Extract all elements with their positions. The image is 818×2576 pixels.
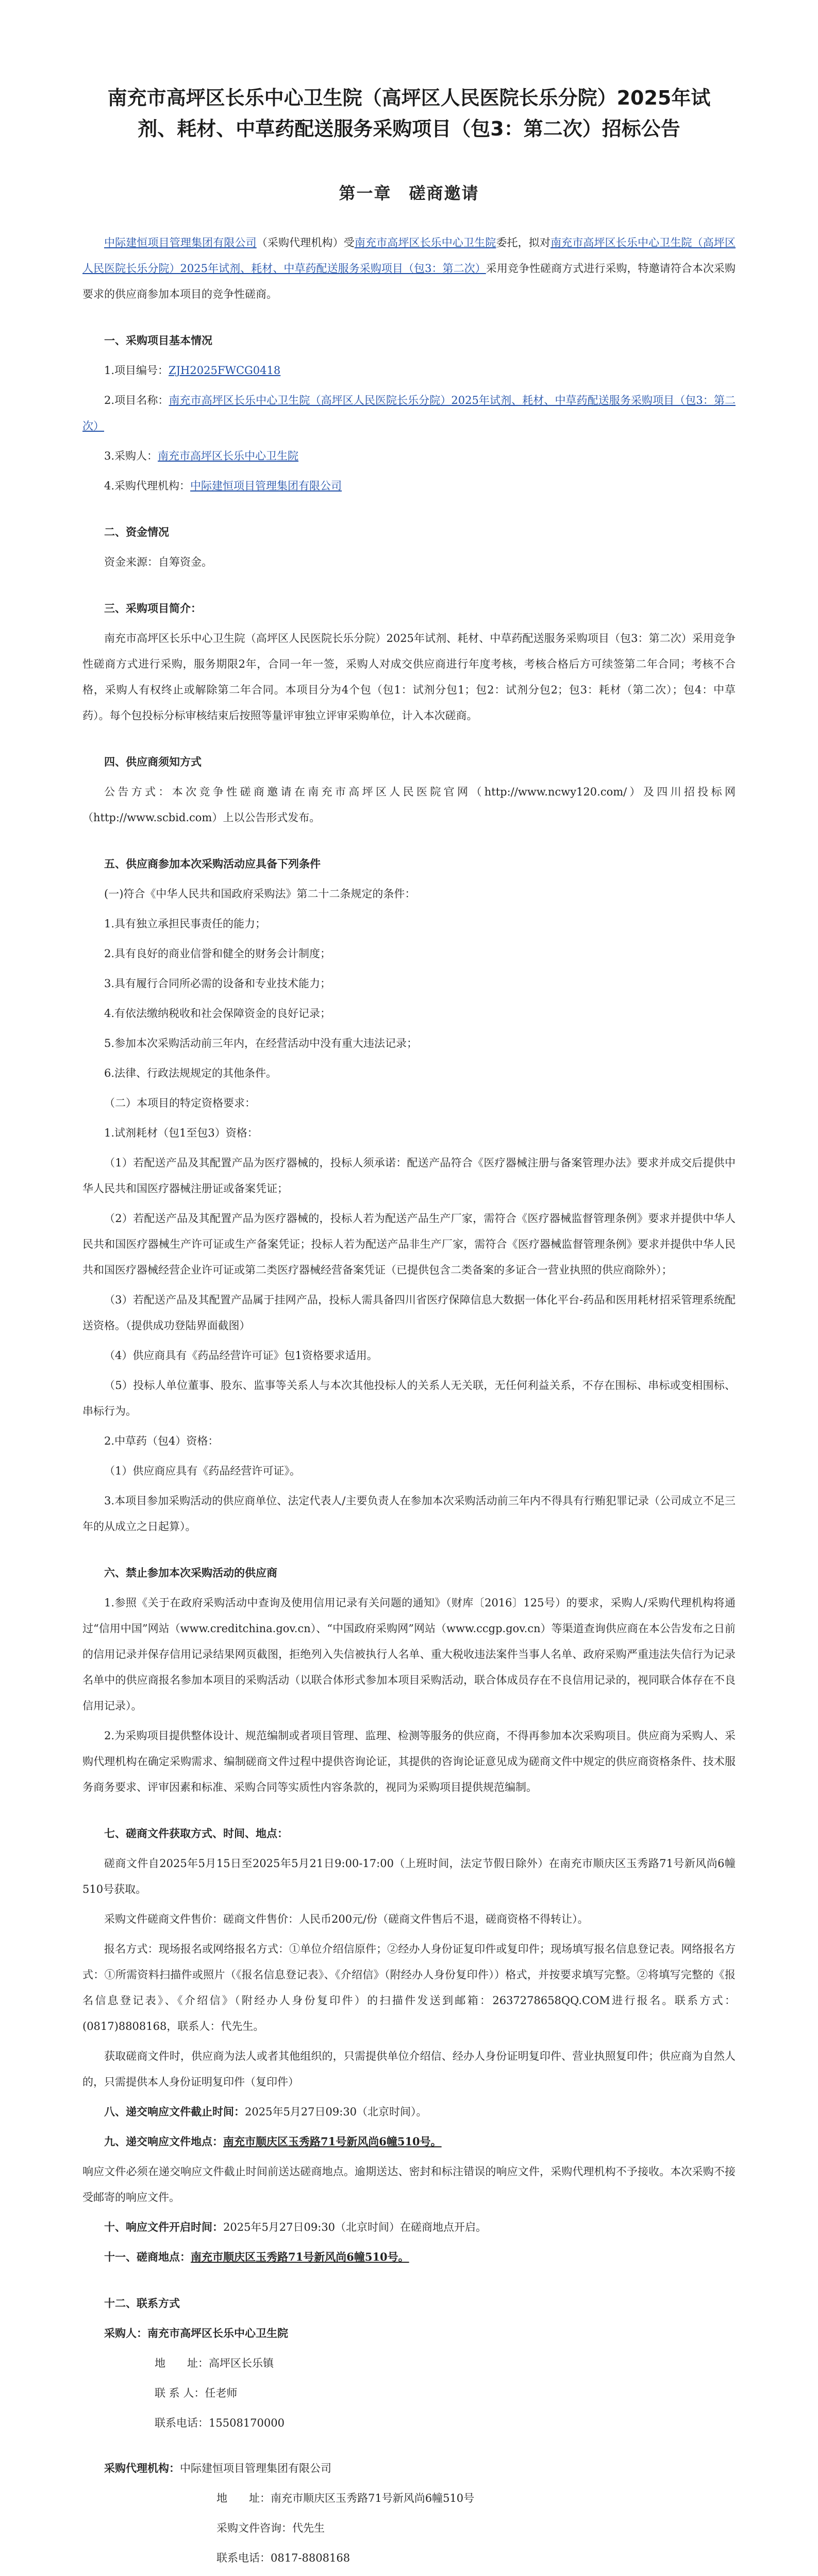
section-5-title: 五、供应商参加本次采购活动应具备下列条件 <box>104 858 321 870</box>
section-2-title: 二、资金情况 <box>104 526 169 538</box>
section-3-text: 南充市高坪区长乐中心卫生院（高坪区人民医院长乐分院）2025年试剂、耗材、中草药配送服务采购项目（包3：第二次）采用竞争性磋商方式进行采购，服务期限2年，合同一年一签，采购人对成交供应商进行年度考核，考核合格后方可续签第二年合同；考核不合格，采购人有权终止或解除第二年合同。本项目分为4个包（包1：试剂分包1；包2：试剂分包2；包3：耗材（第二次）；包4：中草药）。每个包投标分标审核结束后按照等量评审独立评审采购单位，计入本次磋商。 <box>82 632 736 722</box>
document-title: 南充市高坪区长乐中心卫生院（高坪区人民医院长乐分院）2025年试剂、耗材、中草药配送服务采购项目（包3：第二次）招标公告 <box>107 87 711 140</box>
buyer-contact-person: 联 系 人：任老师 <box>155 2387 238 2399</box>
project-number: 1.项目编号：ZJH2025FWCG0418 <box>104 364 281 377</box>
section-7-p2: 采购文件磋商文件售价：磋商文件售价：人民币200元/份（磋商文件售后不退，磋商资格不得转让）。 <box>104 1913 589 1925</box>
intro-agent: 中际建恒项目管理集团有限公司 <box>104 236 257 249</box>
list-item: 5.参加本次采购活动前三年内，在经营活动中没有重大违法记录； <box>104 1037 418 1049</box>
project-buyer: 3.采购人：南充市高坪区长乐中心卫生院 <box>104 450 299 462</box>
list-item: 2.具有良好的商业信誉和健全的财务会计制度； <box>104 947 331 960</box>
section-6-p1: 1.参照《关于在政府采购活动中查询及使用信用记录有关问题的通知》（财库〔2016〕125号）的要求，采购人/采购代理机构将通过“信用中国”网站（www.creditchina.gov.cn）、“中国政府采购网”网站（www.ccgp.gov.cn）等渠道查询供应商在本公告发布之日前的信用记录并保存信用记录结果网页截图，拒绝列入失信被执行人名单、重大税收违法案件当事人名单、政府采购严重违法失信行为记录名单中的供应商报名参加本项目的采购活动（以联合体形式参加本项目采购活动，联合体成员存在不良信用记录的，视同联合体存在不良信用记录）。 <box>82 1597 736 1712</box>
buyer-phone: 联系电话：15508170000 <box>155 2417 285 2429</box>
intro-buyer: 南充市高坪区长乐中心卫生院 <box>354 236 496 249</box>
section-11: 十一、磋商地点：南充市顺庆区玉秀路71号新风尚6幢510号。 <box>104 2250 409 2263</box>
project-agent: 4.采购代理机构：中际建恒项目管理集团有限公司 <box>104 480 342 492</box>
section-9: 九、递交响应文件地点：南充市顺庆区玉秀路71号新风尚6幢510号。 <box>104 2135 442 2148</box>
agent-contact-header: 采购代理机构：中际建恒项目管理集团有限公司 <box>104 2462 331 2475</box>
section-6-p2: 2.为采购项目提供整体设计、规范编制或者项目管理、监理、检测等服务的供应商，不得再参加本次采购项目。供应商为采购人、采购代理机构在确定采购需求、编制磋商文件过程中提供咨询论证，其提供的咨询论证意见成为磋商文件中规定的供应商资格条件、技术服务商务要求、评审因素和标准、采购合同等实质性内容条款的，视同为采购项目提供规范编制。 <box>82 1730 736 1793</box>
section-3-title: 三、采购项目简介： <box>104 602 202 615</box>
project-name: 2.项目名称：南充市高坪区长乐中心卫生院（高坪区人民医院长乐分院）2025年试剂、耗材、中草药配送服务采购项目（包3：第二次） <box>82 394 736 432</box>
section-5-intro: (一)符合《中华人民共和国政府采购法》第二十二条规定的条件： <box>104 888 416 900</box>
section-4-text: 公告方式：本次竞争性磋商邀请在南充市高坪区人民医院官网（http://www.ncwy120.com/）及四川招投标网（http://www.scbid.com）上以公告形式发布。 <box>82 786 736 824</box>
section-2-text: 资金来源：自筹资金。 <box>104 556 212 568</box>
pkg-4-title: 2.中草药（包4）资格： <box>104 1435 219 1447</box>
intro-paragraph: 中际建恒项目管理集团有限公司（采购代理机构）受南充市高坪区长乐中心卫生院委托，拟对南充市高坪区长乐中心卫生院（高坪区人民医院长乐分院）2025年试剂、耗材、中草药配送服务采购项目（包3：第二次）采用竞争性磋商方式进行采购，特邀请符合本次采购要求的供应商参加本项目的竞争性磋商。 <box>82 236 736 300</box>
section-12-title: 十二、联系方式 <box>104 2297 180 2310</box>
section-9-note: 响应文件必须在递交响应文件截止时间前送达磋商地点。逾期送达、密封和标注错误的响应文件，采购代理机构不予接收。本次采购不接受邮寄的响应文件。 <box>82 2165 736 2204</box>
agent-address: 地 址：南充市顺庆区玉秀路71号新风尚6幢510号 <box>216 2492 475 2504</box>
section-10: 十、响应文件开启时间：2025年5月27日09:30（北京时间）在磋商地点开启。 <box>104 2221 487 2233</box>
buyer-address: 地 址：高坪区长乐镇 <box>155 2357 274 2369</box>
section-5-specific: （二）本项目的特定资格要求： <box>104 1097 256 1109</box>
list-item: 3.具有履行合同所必需的设备和专业技术能力； <box>104 977 331 990</box>
requirement-item: （1）若配送产品及其配置产品为医疗器械的，投标人须承诺：配送产品符合《医疗器械注册与备案管理办法》要求并成交后提供中华人民共和国医疗器械注册证或备案凭证； <box>82 1157 736 1195</box>
section-8: 八、递交响应文件截止时间：2025年5月27日09:30（北京时间）。 <box>104 2105 427 2118</box>
requirement-item: （4）供应商具有《药品经营许可证》包1资格要求适用。 <box>104 1349 378 1362</box>
requirement-item: （5）投标人单位董事、股东、监事等关系人与本次其他投标人的关系人无关联，无任何利益关系，不存在围标、串标或变相围标、串标行为。 <box>82 1379 736 1417</box>
chapter-heading: 第一章 磋商邀请 <box>339 183 479 203</box>
bribery-record-note: 3.本项目参加采购活动的供应商单位、法定代表人/主要负责人在参加本次采购活动前三年内不得具有行贿犯罪记录（公司成立不足三年的从成立之日起算）。 <box>82 1495 736 1533</box>
agent-contact-person: 采购文件咨询：代先生 <box>216 2522 325 2534</box>
section-7-p3: 报名方式：现场报名或网络报名方式：①单位介绍信原件；②经办人身份证复印件或复印件；现场填写报名信息登记表。网络报名方式：①所需资料扫描件或照片（《报名信息登记表》、《介绍信》（附经办人身份复印件））格式，并按要求填写完整。②将填写完整的《报名信息登记表》、《介绍信》（附经办人身份复印件）的扫描件发送到邮箱：2637278658QQ.COM进行报名。联系方式：(0817)8808168，联系人：代先生。 <box>82 1943 736 2032</box>
list-item: 1.具有独立承担民事责任的能力； <box>104 918 266 930</box>
section-1-title: 一、采购项目基本情况 <box>104 334 212 347</box>
requirement-item: （3）若配送产品及其配置产品属于挂网产品，投标人需具备四川省医疗保障信息大数据一体化平台-药品和医用耗材招采管理系统配送资格。（提供成功登陆界面截图） <box>82 1294 736 1332</box>
section-7-title: 七、磋商文件获取方式、时间、地点： <box>104 1827 288 1840</box>
buyer-contact-header: 采购人：南充市高坪区长乐中心卫生院 <box>104 2327 288 2340</box>
section-7-p4: 获取磋商文件时，供应商为法人或者其他组织的，只需提供单位介绍信、经办人身份证明复印件、营业执照复印件；供应商为自然人的，只需提供本人身份证明复印件（复印件） <box>82 2050 736 2088</box>
list-item: 4.有依法缴纳税收和社会保障资金的良好记录； <box>104 1007 331 1020</box>
list-item: 6.法律、行政法规规定的其他条件。 <box>104 1067 277 1079</box>
section-6-title: 六、禁止参加本次采购活动的供应商 <box>104 1567 277 1579</box>
pkg-4-requirement: （1）供应商应具有《药品经营许可证》。 <box>104 1465 301 1477</box>
section-4-title: 四、供应商须知方式 <box>104 756 202 768</box>
agent-phone: 联系电话：0817-8808168 <box>216 2552 350 2564</box>
intro-project: 南充市高坪区长乐中心卫生院（高坪区人民医院长乐分院）2025年试剂、耗材、中草药配送服务采购项目（包3：第二次） <box>82 236 736 275</box>
requirement-item: （2）若配送产品及其配置产品为医疗器械的，投标人若为配送产品生产厂家，需符合《医疗器械监督管理条例》要求并提供中华人民共和国医疗器械生产许可证或生产备案凭证；投标人若为配送产品非生产厂家，需符合《医疗器械监督管理条例》要求并提供中华人民共和国医疗器械经营企业许可证或第二类医疗器械经营备案凭证（已提供包含二类备案的多证合一营业执照的供应商除外）； <box>82 1212 736 1276</box>
pkg-1-3-title: 1.试剂耗材（包1至包3）资格： <box>104 1127 258 1139</box>
section-7-p1: 磋商文件自2025年5月15日至2025年5月21日9:00-17:00（上班时间，法定节假日除外）在南充市顺庆区玉秀路71号新风尚6幢510号获取。 <box>82 1857 736 1895</box>
